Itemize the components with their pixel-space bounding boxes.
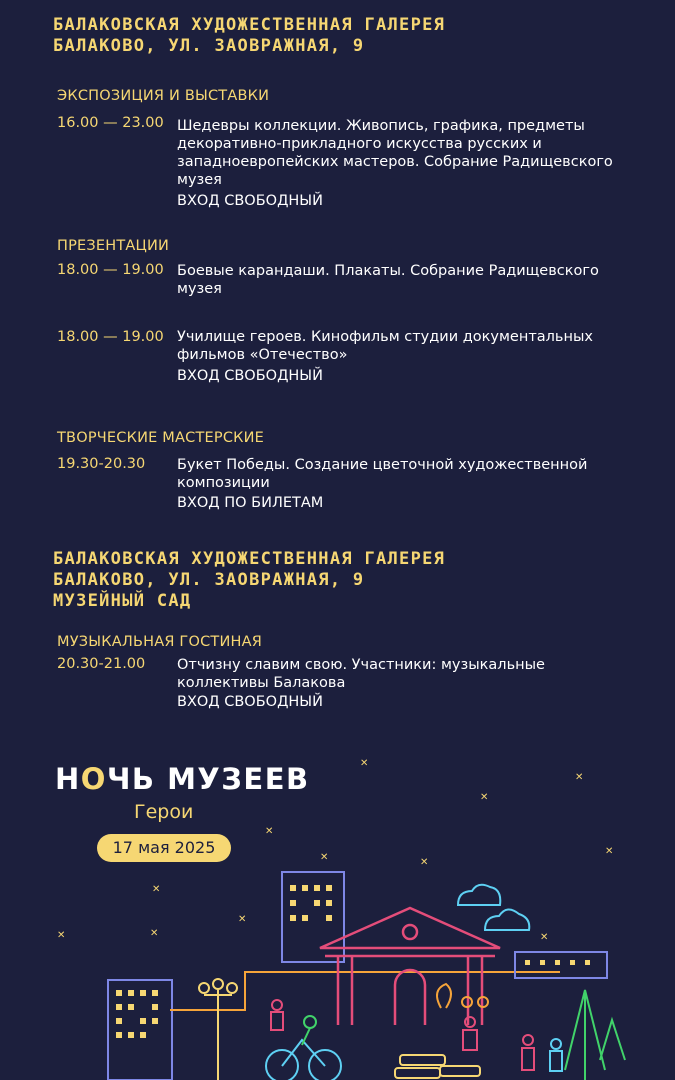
moon-icon: О: [80, 762, 107, 796]
svg-text:✕: ✕: [540, 932, 549, 943]
section-title-exposition: ЭКСПОЗИЦИЯ И ВЫСТАВКИ: [57, 88, 270, 104]
venue-address: БАЛАКОВО, УЛ. ЗАОВРАЖНАЯ, 9: [53, 570, 365, 590]
venue-heading-1: [53, 15, 445, 57]
event-description: Отчизну славим свою. Участники: музыкальные коллективы Балакова: [177, 657, 545, 691]
svg-text:✕: ✕: [265, 826, 274, 837]
svg-text:✕: ✕: [480, 792, 489, 803]
event-time: 19.30-20.30: [57, 456, 146, 472]
museum-building: [320, 908, 500, 1025]
clouds: [458, 885, 529, 930]
svg-text:✕: ✕: [150, 928, 159, 939]
cyclist: [266, 1040, 341, 1080]
event-description: Букет Победы. Создание цветочной художественной композиции: [177, 457, 588, 491]
steps: [395, 1055, 480, 1078]
venue-heading-2: [53, 549, 445, 612]
event-description: Боевые карандаши. Плакаты. Собрание Радищевского музея: [177, 263, 599, 297]
section-title-presentations: ПРЕЗЕНТАЦИИ: [57, 238, 170, 254]
section-title-music: МУЗЫКАЛЬНАЯ ГОСТИНАЯ: [57, 634, 262, 650]
svg-text:✕: ✕: [575, 772, 584, 783]
poster-subtitle: Герои: [134, 801, 194, 823]
venue-location: МУЗЕЙНЫЙ САД: [53, 591, 192, 611]
svg-text:✕: ✕: [152, 884, 161, 895]
event-time: 18.00 — 19.00: [57, 262, 164, 278]
svg-text:✕: ✕: [360, 758, 369, 769]
museum-night-logo: [55, 762, 310, 796]
event-time: 18.00 — 19.00: [57, 329, 164, 345]
event-entry: ВХОД ПО БИЛЕТАМ: [177, 495, 324, 511]
svg-text:✕: ✕: [605, 846, 614, 857]
svg-text:✕: ✕: [320, 852, 329, 863]
event-entry: ВХОД СВОБОДНЫЙ: [177, 193, 323, 209]
event-entry: ВХОД СВОБОДНЫЙ: [177, 694, 323, 710]
event-date-badge: 17 мая 2025: [97, 834, 231, 862]
venue-address: БАЛАКОВО, УЛ. ЗАОВРАЖНАЯ, 9: [53, 36, 365, 56]
venue-name: БАЛАКОВСКАЯ ХУДОЖЕСТВЕННАЯ ГАЛЕРЕЯ: [53, 15, 446, 35]
venue-name: БАЛАКОВСКАЯ ХУДОЖЕСТВЕННАЯ ГАЛЕРЕЯ: [53, 549, 446, 569]
event-time: 20.30-21.00: [57, 656, 146, 672]
svg-text:✕: ✕: [238, 914, 247, 925]
event-description: Училище героев. Кинофильм студии документальных фильмов «Отечество»: [177, 329, 593, 363]
section-title-workshops: ТВОРЧЕСКИЕ МАСТЕРСКИЕ: [57, 430, 265, 446]
logo-text-start: Н: [55, 762, 81, 796]
logo-text-end: ЧЬ МУЗЕЕВ: [106, 762, 310, 796]
event-entry: ВХОД СВОБОДНЫЙ: [177, 368, 323, 384]
svg-text:✕: ✕: [57, 930, 66, 941]
event-description: Шедевры коллекции. Живопись, графика, предметы декоративно-прикладного искусства русских и западноевропейских мастеров. Собрание Радищевского музея: [177, 118, 613, 188]
street-lamp: [199, 979, 237, 1080]
svg-text:✕: ✕: [420, 857, 429, 868]
event-time: 16.00 — 23.00: [57, 115, 164, 131]
trees: [565, 990, 625, 1080]
